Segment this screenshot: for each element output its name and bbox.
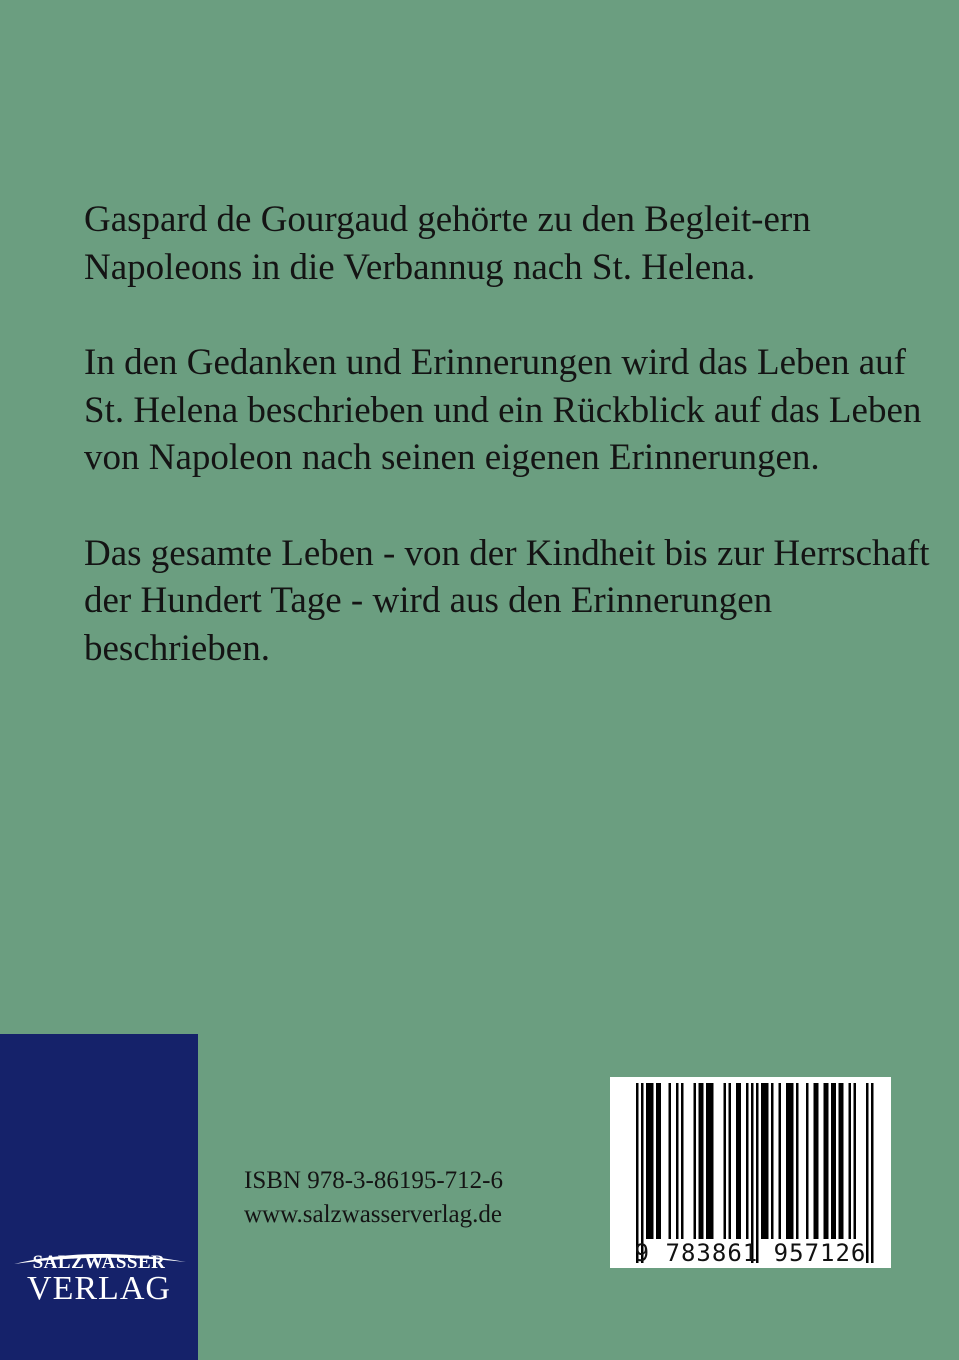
barcode-bar xyxy=(676,1083,679,1239)
barcode-digits: 9 783861 957126 xyxy=(634,1239,867,1267)
barcode-bar xyxy=(756,1083,759,1263)
barcode-bar xyxy=(839,1083,844,1239)
barcode-bar xyxy=(854,1083,857,1239)
publisher-logo-name: SALZWASSER xyxy=(32,1252,166,1273)
barcode-bar xyxy=(806,1083,809,1239)
publisher-logo-subtitle: VERLAG xyxy=(27,1270,171,1307)
isbn-text: ISBN 978-3-86195-712-6 xyxy=(244,1167,504,1194)
barcode-bar xyxy=(751,1083,754,1263)
barcode-bar xyxy=(736,1083,741,1239)
barcode-bar xyxy=(779,1083,782,1239)
blurb-paragraph-3: Das gesamte Leben - von der Kindheit bis zur Herrschaft der Hundert Tage - wird aus den Erinnerungen beschrieben. xyxy=(84,532,930,669)
barcode-bar xyxy=(681,1083,684,1239)
barcode-bar xyxy=(706,1083,714,1239)
barcode-bar xyxy=(669,1083,672,1239)
barcode-bar xyxy=(746,1083,749,1239)
barcode-bar xyxy=(641,1083,644,1263)
barcode xyxy=(610,1077,891,1268)
blurb-paragraph-1: Gaspard de Gourgaud gehörte zu den Begleit-ern Napoleons in die Verbannug nach St. Helena. xyxy=(84,199,811,288)
barcode-bar xyxy=(814,1083,819,1239)
barcode-bar xyxy=(656,1083,661,1239)
barcode-bar xyxy=(761,1083,769,1239)
barcode-bar xyxy=(871,1083,874,1263)
back-cover-blurb xyxy=(84,196,934,720)
barcode-bar xyxy=(694,1083,697,1239)
barcode-bar xyxy=(646,1083,654,1239)
barcode-bar xyxy=(849,1083,852,1239)
publisher-logo-panel xyxy=(0,1034,198,1360)
barcode-bar xyxy=(796,1083,799,1239)
barcode-bar xyxy=(786,1083,794,1239)
barcode-bar xyxy=(824,1083,829,1239)
publisher-website[interactable]: www.salzwasserverlag.de xyxy=(244,1201,502,1228)
barcode-bar xyxy=(636,1083,639,1263)
barcode-bar xyxy=(699,1083,704,1239)
barcode-bar xyxy=(831,1083,836,1239)
barcode-bar xyxy=(866,1083,869,1263)
barcode-bar xyxy=(771,1083,774,1239)
barcode-bar xyxy=(724,1083,727,1239)
blurb-paragraph-2: In den Gedanken und Erinnerungen wird das Leben auf St. Helena beschrieben und ein Rückblick auf das Leben von Napoleon nach seinen eigenen Erinnerungen. xyxy=(84,342,922,478)
barcode-bar xyxy=(729,1083,732,1239)
